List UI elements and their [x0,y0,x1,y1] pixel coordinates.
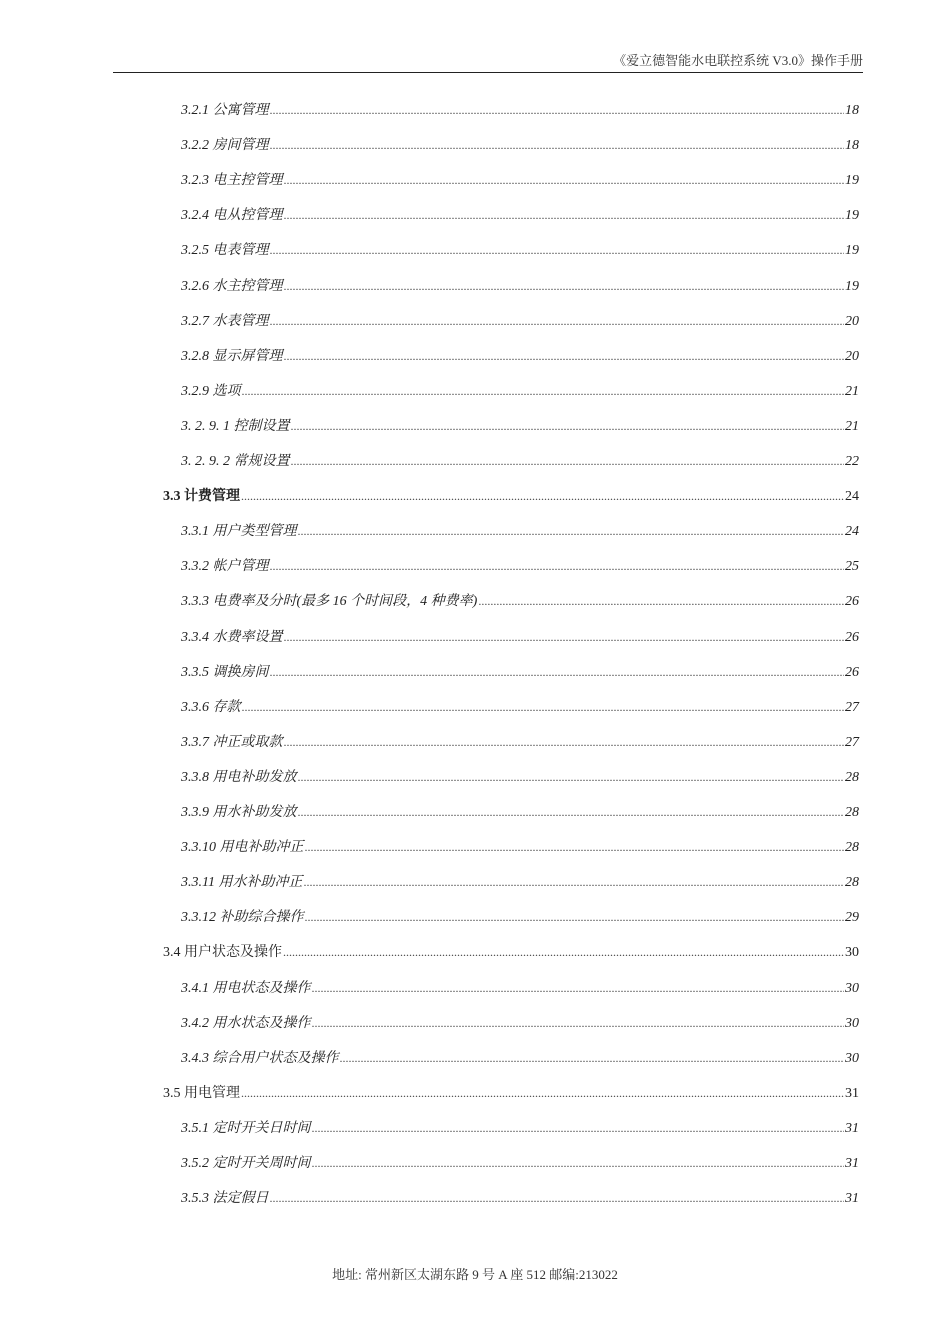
toc-entry-label: 3.3.1 用户类型管理 [181,524,297,540]
toc-entry-label: 3.4.2 用水状态及操作 [181,1015,311,1031]
toc-entry[interactable] [181,695,859,717]
toc-dot-leader [305,908,845,927]
toc-dot-leader [340,1049,845,1068]
toc-entry-page: 31 [845,1120,859,1136]
toc-entry-label: 3.2.3 电主控管理 [181,173,283,189]
toc-entry-page: 26 [845,594,859,610]
toc-entry-label: 3.5.3 法定假日 [181,1191,269,1207]
toc-entry[interactable] [181,414,859,436]
toc-entry-page: 22 [845,454,859,469]
toc-entry-page: 24 [845,489,859,505]
toc-entry-label: 3.3.10 用电补助冲正 [181,840,304,856]
toc-entry-label: 3.3.7 冲正或取款 [181,734,283,750]
toc-entry-label: 3.3.6 存款 [181,699,241,715]
toc-entry[interactable] [181,133,859,155]
toc-entry[interactable] [181,1186,859,1208]
toc-dot-leader [283,943,844,962]
toc-entry-page: 28 [845,875,859,891]
toc-dot-leader [270,557,845,576]
toc-entry[interactable] [181,554,859,576]
toc-dot-leader [291,452,845,471]
toc-entry[interactable] [181,589,859,611]
toc-entry-page: 28 [845,805,859,820]
toc-entry-label: 3.3.3 电费率及分时(最多 16 个时间段，4 种费率) [181,594,478,610]
toc-entry[interactable] [181,976,859,998]
toc-entry-page: 30 [845,945,859,961]
toc-entry[interactable] [181,1151,859,1173]
toc-entry[interactable] [181,449,859,471]
toc-entry-page: 28 [845,769,859,785]
toc-dot-leader [284,277,845,296]
toc-entry-label: 3.2.5 电表管理 [181,243,269,259]
toc-dot-leader [284,171,845,190]
toc-dot-leader [270,1189,845,1208]
toc-dot-leader [478,592,844,611]
toc-entry[interactable] [181,1011,859,1033]
toc-entry-label: 3.2.1 公寓管理 [181,103,269,118]
toc-entry[interactable] [163,1081,859,1103]
header-title: 《爱立德智能水电联控系统 V3.0》操作手册 [613,53,863,68]
toc-entry-page: 26 [845,664,859,680]
toc-entry-page: 19 [845,173,859,189]
toc-entry-page: 30 [845,1015,859,1031]
toc-entry[interactable] [181,625,859,647]
toc-entry-label: 3.2.6 水主控管理 [181,278,283,294]
toc-entry-label: 3.3.8 用电补助发放 [181,769,297,785]
toc-dot-leader [284,733,845,752]
toc-entry-page: 28 [845,840,859,856]
toc-entry-label: 3.2.4 电从控管理 [181,208,283,224]
toc-entry-page: 19 [845,208,859,224]
toc-entry[interactable] [181,870,859,892]
toc-entry[interactable] [181,800,859,822]
toc-dot-leader [242,698,845,717]
toc-dot-leader [270,663,845,682]
toc-entry[interactable] [181,1046,859,1068]
toc-entry-label: 3.2.2 房间管理 [181,138,269,154]
toc-entry-page: 19 [845,243,859,259]
toc-dot-leader [312,979,845,998]
toc-entry-label: 3.3 计费管理 [163,489,240,505]
toc-entry[interactable] [181,238,859,260]
toc-dot-leader [312,1119,845,1138]
toc-entry-page: 24 [845,524,859,540]
toc-entry[interactable] [181,203,859,225]
toc-entry-page: 21 [845,418,859,434]
toc-entry-page: 31 [845,1191,859,1207]
toc-entry-page: 30 [845,1050,859,1066]
toc-entry[interactable] [181,905,859,927]
toc-entry-page: 25 [845,559,859,575]
toc-entry-label: 3.5.2 定时开关周时间 [181,1156,311,1171]
toc-dot-leader [291,417,845,436]
toc-entry[interactable] [181,309,859,331]
toc-dot-leader [241,1084,844,1103]
toc-entry[interactable] [163,940,859,962]
toc-entry-page: 19 [845,278,859,294]
toc-entry[interactable] [163,484,859,506]
toc-entry[interactable] [181,168,859,190]
toc-entry-page: 20 [845,313,859,329]
toc-entry-label: 3.3.11 用水补助冲正 [181,875,303,891]
toc-entry-page: 18 [845,103,859,118]
toc-entry-label: 3.3.4 水费率设置 [181,629,283,645]
toc-dot-leader [284,628,845,647]
toc-entry-label: 3.2.8 显示屏管理 [181,348,283,364]
page-footer: 地址: 常州新区太湖东路 9 号 A 座 512 邮编:213022 [332,1267,618,1282]
toc-entry-label: 3.3.9 用水补助发放 [181,805,297,820]
toc-entry-page: 27 [845,699,859,715]
toc-dot-leader [270,101,845,120]
toc-entry[interactable] [181,519,859,541]
toc-entry-label: 3.5 用电管理 [163,1085,240,1101]
toc-dot-leader [270,136,845,155]
toc-entry[interactable] [181,730,859,752]
toc-entry-label: 3. 2. 9. 1 控制设置 [181,418,290,434]
toc-entry-label: 3.3.12 补助综合操作 [181,910,304,926]
toc-dot-leader [270,241,845,260]
toc-entry-page: 27 [845,734,859,750]
toc-entry-label: 3.5.1 定时开关日时间 [181,1120,311,1136]
toc-dot-leader [241,487,844,506]
toc-entry-page: 31 [845,1156,859,1171]
toc-dot-leader [312,1014,845,1033]
toc-entry-page: 30 [845,980,859,996]
toc-entry[interactable] [181,1116,859,1138]
toc-dot-leader [298,522,845,541]
toc-entry-label: 3. 2. 9. 2 常规设置 [181,454,290,469]
toc-entry[interactable] [181,274,859,296]
toc-entry-page: 20 [845,348,859,364]
toc-entry-label: 3.3.2 帐户管理 [181,559,269,575]
toc-entry-label: 3.4.3 综合用户状态及操作 [181,1050,339,1066]
toc-entry[interactable] [181,98,859,120]
toc-dot-leader [284,206,845,225]
toc-dot-leader [305,838,845,857]
toc-entry[interactable] [181,660,859,682]
toc-entry-page: 29 [845,910,859,926]
page-header [113,52,863,73]
toc-dot-leader [298,803,845,822]
toc-dot-leader [312,1154,845,1173]
toc-dot-leader [298,768,845,787]
toc-entry-label: 3.2.9 选项 [181,383,241,399]
toc-entry-page: 26 [845,629,859,645]
toc-entry[interactable] [181,765,859,787]
toc-entry-page: 31 [845,1085,859,1101]
toc-entry[interactable] [181,344,859,366]
toc-entry[interactable] [181,835,859,857]
toc-entry[interactable] [181,379,859,401]
toc-dot-leader [270,312,845,331]
toc-dot-leader [242,382,845,401]
toc-entry-label: 3.2.7 水表管理 [181,313,269,329]
toc-entry-label: 3.4 用户状态及操作 [163,945,282,961]
toc-dot-leader [284,347,845,366]
toc-entry-label: 3.3.5 调换房间 [181,664,269,680]
toc-dot-leader [303,873,844,892]
toc-entry-page: 21 [845,383,859,399]
toc-entry-page: 18 [845,138,859,154]
toc-entry-label: 3.4.1 用电状态及操作 [181,980,311,996]
